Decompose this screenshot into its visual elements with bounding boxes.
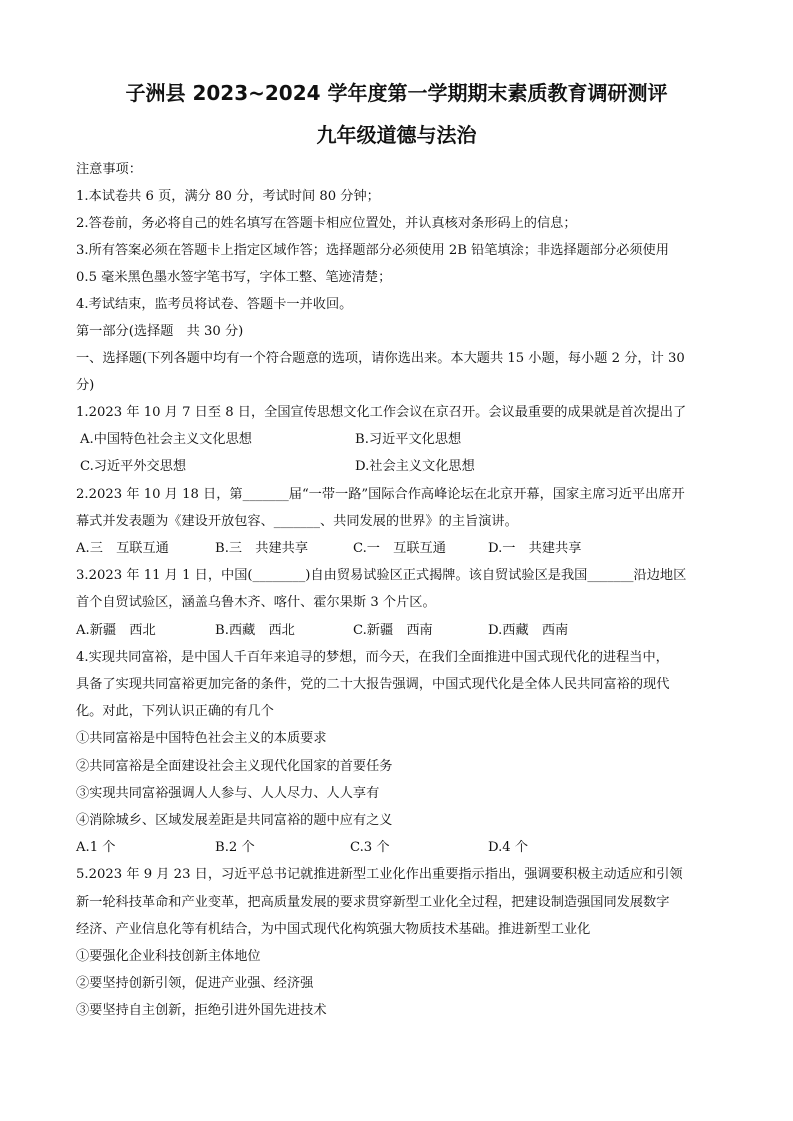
question-2-option-d: D.一 共建共享 xyxy=(488,541,582,556)
question-5-stem: 经济、产业信息化等有机结合，为中国式现代化构筑强大物质技术基础。推进新型工业化 xyxy=(76,922,591,937)
question-3-option-c: C.新疆 西南 xyxy=(353,623,433,638)
question-5-stem: 新一轮科技革命和产业变革，把高质量发展的要求贯穿新型工业化全过程，把建设制造强国同发展数字 xyxy=(76,895,670,910)
question-2-stem: 幕式并发表题为《建设开放包容、_______、共同发展的世界》的主旨演讲。 xyxy=(76,514,518,529)
question-2-option-c: C.一 互联互通 xyxy=(353,541,446,556)
notice-item: 3.所有答案必须在答题卡上指定区域作答；选择题部分必须使用 2B 铅笔填涂；非选择题部分必须使用 xyxy=(76,243,669,258)
notice-item: 1.本试卷共 6 页，满分 80 分，考试时间 80 分钟； xyxy=(76,189,380,204)
section-instructions: 分) xyxy=(76,378,95,393)
question-4-option-c: C.3 个 xyxy=(350,840,390,855)
question-3-option-d: D.西藏 西南 xyxy=(488,623,569,638)
question-5-statement: ②要坚持创新引领，促进产业强、经济强 xyxy=(76,976,314,991)
question-4-stem: 4.实现共同富裕，是中国人千百年来追寻的梦想，而今天，在我们全面推进中国式现代化的进程当中， xyxy=(76,650,669,665)
question-3-stem: 首个自贸试验区，涵盖乌鲁木齐、喀什、霍尔果斯 3 个片区。 xyxy=(76,595,436,610)
question-2-stem: 2.2023 年 10 月 18 日，第_______届“一带一路”国际合作高峰论坛在北京开幕，国家主席习近平出席开 xyxy=(76,487,685,502)
question-1-option-a: A.中国特色社会主义文化思想 xyxy=(80,432,252,447)
question-4-stem: 化。对此，下列认识正确的有几个 xyxy=(76,704,274,719)
question-3-stem: 3.2023 年 11 月 1 日，中国(________)自由贸易试验区正式揭牌。该自贸试验区是我国_______沿边地区 xyxy=(76,568,687,583)
question-4-option-b: B.2 个 xyxy=(215,840,255,855)
question-2-option-a: A.三 互联互通 xyxy=(76,541,169,556)
question-5-statement: ①要强化企业科技创新主体地位 xyxy=(76,949,261,964)
exam-subject: 九年级道德与法治 xyxy=(316,123,477,147)
question-4-stem: 具备了实现共同富裕更加完备的条件，党的二十大报告强调，中国式现代化是全体人民共同富裕的现代 xyxy=(76,677,670,692)
question-5-statement: ③要坚持自主创新，拒绝引进外国先进技术 xyxy=(76,1003,327,1018)
question-1-option-d: D.社会主义文化思想 xyxy=(355,459,475,474)
question-2-option-b: B.三 共建共享 xyxy=(215,541,309,556)
notice-item: 4.考试结束，监考员将试卷、答题卡一并收回。 xyxy=(76,297,353,312)
question-3-option-b: B.西藏 西北 xyxy=(215,623,295,638)
section-instructions: 一、选择题(下列各题中均有一个符合题意的选项，请你选出来。本大题共 15 小题，每小题 2 分，计 30 xyxy=(76,351,685,366)
notice-item: 2.答卷前，务必将自己的姓名填写在答题卡相应位置处，并认真核对条形码上的信息； xyxy=(76,216,577,231)
question-4-option-d: D.4 个 xyxy=(488,840,529,855)
exam-title: 子洲县 2023~2024 学年度第一学期期末素质教育调研测评 xyxy=(125,81,668,105)
question-1-stem: 1.2023 年 10 月 7 日至 8 日，全国宣传思想文化工作会议在京召开。会议最重要的成果就是首次提出了 xyxy=(76,405,687,420)
part-heading: 第一部分(选择题 共 30 分) xyxy=(76,324,244,339)
question-4-statement: ①共同富裕是中国特色社会主义的本质要求 xyxy=(76,731,327,746)
question-5-stem: 5.2023 年 9 月 23 日，习近平总书记就推进新型工业化作出重要指示指出，强调要积极主动适应和引领 xyxy=(76,867,683,882)
notice-item: 0.5 毫米黑色墨水签字笔书写，字体工整、笔迹清楚； xyxy=(76,270,392,285)
question-4-statement: ④消除城乡、区域发展差距是共同富裕的题中应有之义 xyxy=(76,813,393,828)
question-4-option-a: A.1 个 xyxy=(76,840,116,855)
question-4-statement: ③实现共同富裕强调人人参与、人人尽力、人人享有 xyxy=(76,786,380,801)
question-4-statement: ②共同富裕是全面建设社会主义现代化国家的首要任务 xyxy=(76,759,393,774)
question-1-option-b: B.习近平文化思想 xyxy=(355,432,462,447)
question-3-option-a: A.新疆 西北 xyxy=(76,623,156,638)
question-1-option-c: C.习近平外交思想 xyxy=(80,459,187,474)
notice-heading: 注意事项： xyxy=(76,162,142,177)
